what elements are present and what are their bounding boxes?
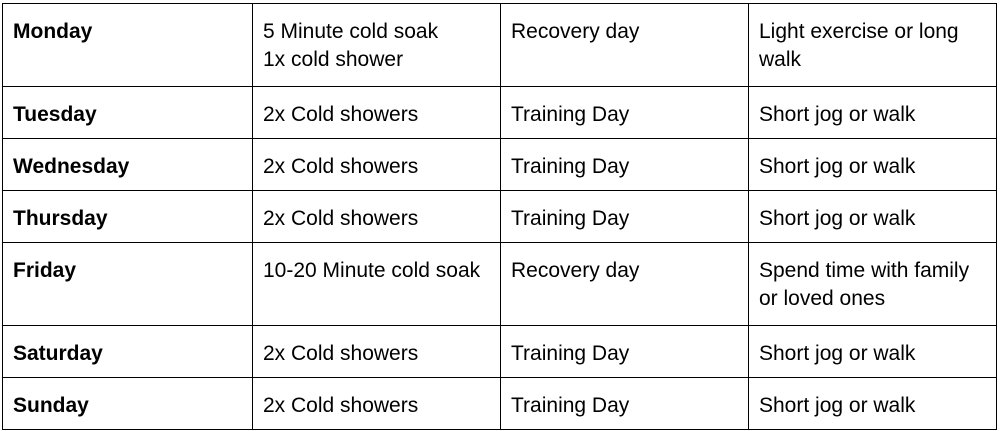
activity-cell: [749, 243, 997, 326]
cold-exposure-cell: [253, 139, 501, 191]
activity-text: Short jog or walk: [759, 155, 916, 178]
cold-exposure-cell: [253, 326, 501, 378]
activity-text: Short jog or walk: [759, 207, 916, 230]
table-row: [3, 139, 997, 191]
cold-exposure-cell: [253, 87, 501, 139]
cold-exposure-text: 2x Cold showers: [263, 155, 419, 178]
cold-exposure-text: 2x Cold showers: [263, 207, 419, 230]
day-cell: [3, 243, 253, 326]
weekly-schedule-table: [2, 3, 997, 430]
activity-text: Short jog or walk: [759, 103, 916, 126]
cold-exposure-cell: [253, 4, 501, 87]
table-row: [3, 4, 997, 87]
table-row: [3, 326, 997, 378]
cold-exposure-text: 2x Cold showers: [263, 103, 419, 126]
activity-cell: [749, 326, 997, 378]
day-cell: [3, 326, 253, 378]
day-type-text: Training Day: [511, 394, 630, 417]
cold-exposure-text: 5 Minute cold soak 1x cold shower: [263, 20, 439, 71]
activity-text: Short jog or walk: [759, 394, 916, 417]
day-type-cell: [501, 4, 749, 87]
cold-exposure-text: 2x Cold showers: [263, 342, 419, 365]
table-row: [3, 191, 997, 243]
activity-text: Spend time with family or loved ones: [759, 259, 970, 310]
day-label: Sunday: [13, 394, 89, 417]
day-type-cell: [501, 191, 749, 243]
day-type-cell: [501, 378, 749, 430]
day-cell: [3, 87, 253, 139]
day-type-cell: [501, 326, 749, 378]
day-cell: [3, 378, 253, 430]
day-label: Saturday: [13, 342, 103, 365]
day-type-text: Recovery day: [511, 259, 640, 282]
day-type-text: Training Day: [511, 207, 630, 230]
day-cell: [3, 139, 253, 191]
activity-text: Light exercise or long walk: [759, 20, 959, 71]
day-type-text: Training Day: [511, 155, 630, 178]
cold-exposure-text: 2x Cold showers: [263, 394, 419, 417]
day-label: Tuesday: [13, 103, 97, 126]
day-label: Monday: [13, 20, 93, 43]
cold-exposure-text: 10-20 Minute cold soak: [263, 259, 481, 282]
activity-cell: [749, 191, 997, 243]
day-type-cell: [501, 87, 749, 139]
day-label: Friday: [13, 259, 77, 282]
day-type-cell: [501, 139, 749, 191]
day-type-cell: [501, 243, 749, 326]
cold-exposure-cell: [253, 243, 501, 326]
day-type-text: Training Day: [511, 103, 630, 126]
activity-cell: [749, 139, 997, 191]
table-row: [3, 378, 997, 430]
day-label: Wednesday: [13, 155, 130, 178]
activity-cell: [749, 378, 997, 430]
cold-exposure-cell: [253, 191, 501, 243]
activity-text: Short jog or walk: [759, 342, 916, 365]
day-cell: [3, 4, 253, 87]
day-label: Thursday: [13, 207, 108, 230]
cold-exposure-cell: [253, 378, 501, 430]
activity-cell: [749, 4, 997, 87]
table-row: [3, 243, 997, 326]
day-cell: [3, 191, 253, 243]
table-row: [3, 87, 997, 139]
day-type-text: Training Day: [511, 342, 630, 365]
activity-cell: [749, 87, 997, 139]
day-type-text: Recovery day: [511, 20, 640, 43]
